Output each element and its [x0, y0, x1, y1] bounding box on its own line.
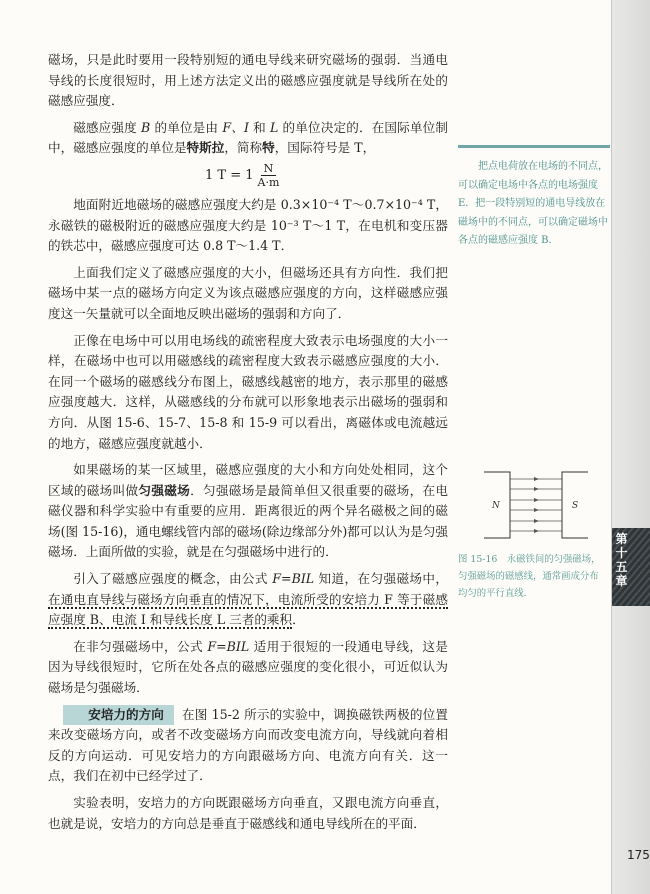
paragraph-3: 地面附近地磁场的磁感应强度大约是 0.3×10⁻⁴ T～0.7×10⁻⁴ T，永磁铁的磁极附近的磁感应强度大约是 10⁻³ T～1 T，在电机和变压器的铁芯中，磁感应强度可达 0.8 T～1.4 T．	[48, 196, 448, 254]
page-divider	[611, 0, 612, 894]
chapter-tab-label: 第十五章	[615, 532, 628, 588]
paragraph-10: 实验表明，安培力的方向既跟磁场方向垂直，又跟电流方向垂直，也就是说，安培力的方向总是垂直于磁感线和通电导线所在的平面．	[48, 795, 448, 831]
side-note-text: 把点电荷放在电场的不同点，可以确定电场中各点的电场强度 E．把一段特别短的通电导线放在磁场中的不同点，可以确定磁场中各点的磁感应强度 B．	[458, 161, 608, 246]
paragraph-1: 磁场，只是此时要用一段特别短的通电导线来研究磁场的强弱．当通电导线的长度很短时，用上述方法定义出的磁感应强度就是导线所在处的磁感应强度．	[48, 52, 448, 109]
section-heading: 安培力的方向	[63, 705, 174, 726]
page-edge	[612, 0, 650, 894]
paragraph-9: 安培力的方向 在图 15-2 所示的实验中，调换磁铁两极的位置来改变磁场方向，或者不改变磁场方向而改变电流方向，导线就向着相反的方向运动．可见安培力的方向跟磁场方向、电流方向有关．这一点，我们在初中已经学过了．	[48, 706, 448, 784]
unit-formula: 1 T = 1 $\frac{N}{A\cdot m}$	[205, 162, 280, 189]
term-tesla: 特斯拉	[186, 140, 225, 156]
paragraph-5: 正像在电场中可以用电场线的疏密程度大致表示电场强度的大小一样，在磁场中也可以用磁感线的疏密程度大致表示磁感应强度的大小．在同一个磁场的磁感线分布图上，磁感线越密的地方，表示那里的磁感应强度越大．这样，从磁感线的分布就可以形象地表示出磁场的强弱和方向．从图 15-6、15-7、15-8 和 15-9 可以看出，离磁体或电流越远的地方，磁感应强度就越小．	[48, 332, 448, 451]
side-note	[458, 145, 610, 251]
chapter-tab	[612, 528, 650, 606]
paragraph-8: 在非匀强磁场中，公式 F=BIL 适用于很短的一段通电导线，这是因为导线很短时，它所在处各点的磁感应强度的变化很小，可近似认为磁场是匀强磁场．	[48, 638, 448, 696]
paragraph-2: 磁感应强度 B 的单位是由 F、I 和 L 的单位决定的．在国际单位制中，磁感应强度的单位是特斯拉，简称特，国际符号是 T，	[48, 119, 448, 156]
paragraph-6: 如果磁场的某一区域里，磁感应强度的大小和方向处处相同，这个区域的磁场叫做匀强磁场．匀强磁场是最简单但又很重要的磁场，在电磁仪器和科学实验中有重要的应用．距离很近的两个异名磁极之间的磁场(图 15-16)，通电螺线管内部的磁场(除边缘部分外)都可以认为是匀强磁场．上面所做的实验，就是在匀强磁场中进行的．	[48, 462, 449, 560]
paragraph-7: 引入了磁感应强度的概念，由公式 F=BIL 知道，在匀强磁场中，在通电直导线与磁场方向垂直的情况下，电流所受的安培力 F 等于磁感应强度 B、电流 I 和导线长度 L 三者的乘积．	[48, 571, 448, 628]
fraction: $\frac{N}{A\cdot m}$	[257, 162, 280, 189]
term-te: 特	[262, 140, 275, 156]
uniform-field-diagram	[480, 470, 592, 540]
page-number: 175	[627, 848, 650, 862]
figure-caption: 图 15-16 永磁铁间的匀强磁场，匀强磁场的磁感线，通常画成分布均匀的平行直线．	[458, 554, 601, 599]
paragraph-4: 上面我们定义了磁感应强度的大小，但磁场还具有方向性．我们把磁场中某一点的磁场方向定义为该点磁感应强度的方向，这样磁感应强度这一矢量就可以全面地反映出磁场的强弱和方向了．	[48, 264, 448, 321]
emphasized-statement: 在通电直导线与磁场方向垂直的情况下，电流所受的安培力 F 等于磁感应强度 B、电流 I 和导线长度 L 三者的乘积	[48, 591, 448, 628]
south-pole-label: S	[572, 501, 579, 511]
north-pole-label: N	[492, 501, 500, 511]
term-uniform-field: 匀强磁场	[138, 482, 191, 498]
